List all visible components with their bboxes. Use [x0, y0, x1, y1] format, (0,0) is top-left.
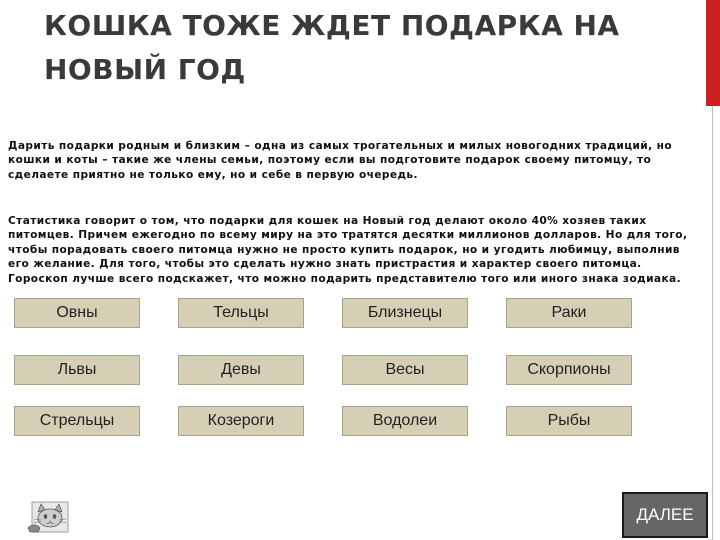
intro-paragraph: Дарить подарки родным и близким – одна из самых трогательных и милых новогодних традиций, но кошки и коты – такие же члены семьи, поэтому если вы подготовите подарок своему питомцу, то сделаете приятно не только ему, но и себе в первую очередь. — [8, 140, 673, 181]
next-button[interactable]: ДАЛЕЕ — [622, 492, 708, 538]
zodiac-button-gemini[interactable]: Близнецы — [342, 298, 468, 328]
zodiac-button-pisces[interactable]: Рыбы — [506, 406, 632, 436]
zodiac-button-leo[interactable]: Львы — [14, 355, 140, 385]
zodiac-button-capricorn[interactable]: Козероги — [178, 406, 304, 436]
zodiac-button-sagittarius[interactable]: Стрельцы — [14, 406, 140, 436]
zodiac-button-aquarius[interactable]: Водолеи — [342, 406, 468, 436]
cat-icon — [26, 498, 74, 534]
zodiac-button-cancer[interactable]: Раки — [506, 298, 632, 328]
statistics-paragraph: Статистика говорит о том, что подарки для кошек на Новый год делают около 40% хозяев таких питомцев. Причем ежегодно по всему миру на это тратятся десятки миллионов долларов. Но для того, чтобы порадовать своего питомца нужно не просто купить подарок, но и угодить любимцу, выполнив его желание. Для того, чтобы это сделать нужно знать пристрастия и характер своего питомца. Гороскоп лучше всего подскажет, что можно подарить представителю того или иного знака зодиака. — [8, 215, 688, 285]
zodiac-button-libra[interactable]: Весы — [342, 355, 468, 385]
slide-title — [44, 4, 684, 92]
slide-title-line-1: КОШКА ТОЖЕ ЖДЕТ ПОДАРКА НА — [44, 9, 620, 42]
zodiac-button-aries[interactable]: Овны — [14, 298, 140, 328]
zodiac-button-scorpio[interactable]: Скорпионы — [506, 355, 632, 385]
slide-title-line-2: НОВЫЙ ГОД — [44, 53, 246, 86]
zodiac-button-virgo[interactable]: Девы — [178, 355, 304, 385]
accent-bar — [706, 0, 720, 106]
zodiac-button-taurus[interactable]: Тельцы — [178, 298, 304, 328]
side-divider — [712, 106, 713, 540]
